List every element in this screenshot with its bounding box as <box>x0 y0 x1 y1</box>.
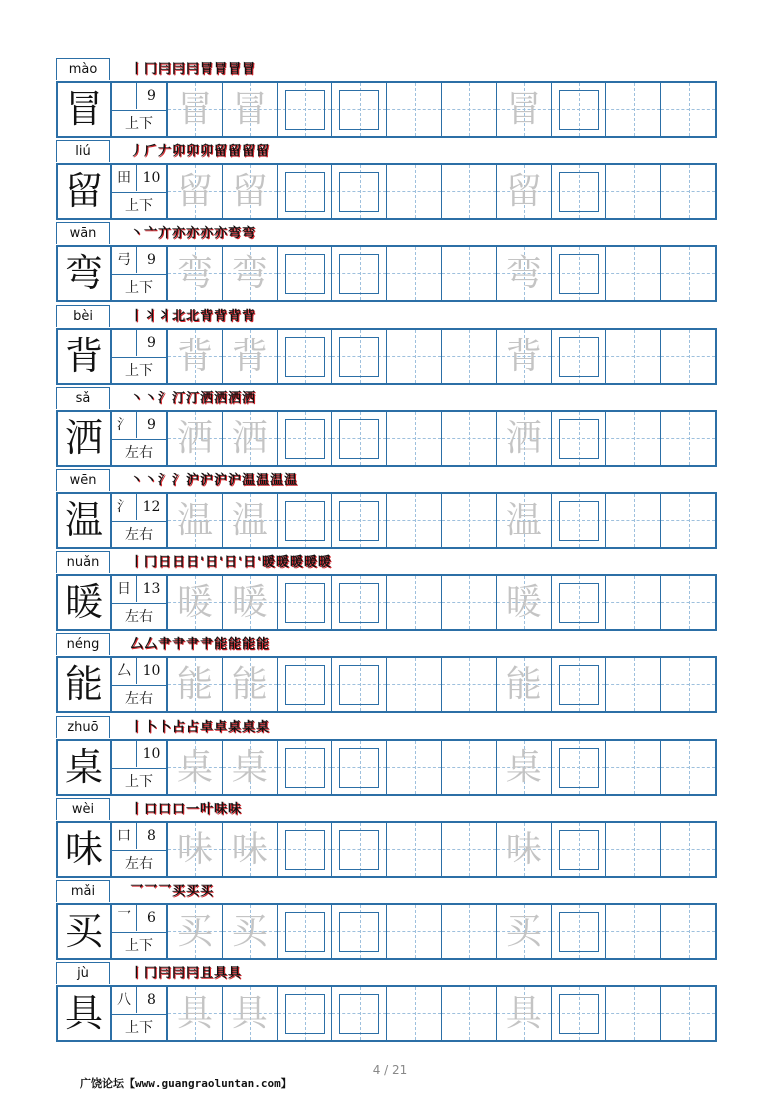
model-character: 冒 <box>64 87 103 131</box>
stroke-order: 丶丶氵氵沪沪沪沪温温温温 <box>130 473 299 488</box>
writing-box[interactable] <box>339 583 379 623</box>
trace-character: 留 <box>505 171 542 213</box>
char-info <box>112 576 166 629</box>
model-character: 温 <box>64 498 103 542</box>
guide-line <box>415 494 416 547</box>
stroke-count: 13 <box>136 576 166 602</box>
pinyin-row <box>56 551 717 574</box>
stroke-order: 丶亠亣亦亦亦亦弯弯 <box>130 226 257 242</box>
cell-divider <box>110 576 112 629</box>
cell-divider <box>110 658 112 711</box>
guide-line <box>689 987 690 1040</box>
cell-divider <box>110 987 112 1040</box>
trace-character: 冒 <box>176 89 213 130</box>
model-character: 能 <box>64 662 103 707</box>
pinyin-label: nuǎn <box>56 551 110 573</box>
writing-box[interactable] <box>285 912 325 952</box>
trace-character: 洒 <box>231 417 268 459</box>
model-character: 留 <box>64 169 103 214</box>
guide-line <box>469 823 470 876</box>
pinyin-row <box>56 58 717 81</box>
cell-divider <box>110 494 112 547</box>
stroke-order: 丶丶氵汀汀洒洒洒洒 <box>130 390 257 406</box>
practice-grid <box>56 81 717 138</box>
structure-label: 左右 <box>112 850 166 876</box>
trace-character: 暖 <box>231 582 268 624</box>
char-info <box>112 905 166 958</box>
trace-character: 能 <box>231 664 268 706</box>
pinyin-label: zhuō <box>56 716 110 738</box>
guide-line <box>634 658 635 711</box>
stroke-count: 9 <box>136 412 166 438</box>
writing-box[interactable] <box>285 419 325 459</box>
char-entry <box>56 140 717 222</box>
guide-line <box>415 412 416 465</box>
guide-line <box>689 83 690 136</box>
practice-grid <box>56 328 717 385</box>
stroke-order: 丨卜卜占占卓卓桌桌桌 <box>130 719 271 735</box>
practice-grid <box>56 821 717 878</box>
writing-box[interactable] <box>339 830 379 870</box>
writing-box[interactable] <box>285 583 325 623</box>
guide-line <box>469 576 470 629</box>
writing-box[interactable] <box>339 172 379 212</box>
guide-line <box>469 165 470 218</box>
guide-line <box>689 905 690 958</box>
writing-box[interactable] <box>285 994 325 1034</box>
trace-character: 桌 <box>231 746 268 788</box>
model-character: 背 <box>64 333 103 378</box>
structure-label: 左右 <box>112 521 166 547</box>
writing-box[interactable] <box>285 748 325 788</box>
trace-character: 味 <box>176 828 213 870</box>
pinyin-row <box>56 962 717 985</box>
trace-character: 买 <box>231 911 268 952</box>
trace-character: 温 <box>505 500 542 541</box>
char-info <box>112 823 166 876</box>
model-character: 暖 <box>64 580 103 625</box>
writing-box[interactable] <box>559 665 599 705</box>
guide-line <box>634 741 635 794</box>
guide-line <box>689 165 690 218</box>
guide-line <box>634 165 635 218</box>
guide-line <box>469 83 470 136</box>
char-info <box>112 658 166 711</box>
structure-label: 左右 <box>112 685 166 711</box>
model-character: 桌 <box>64 744 103 789</box>
cell-divider <box>110 412 112 465</box>
trace-character: 洒 <box>505 417 542 459</box>
char-entry <box>56 469 717 551</box>
char-info <box>112 494 166 547</box>
char-info <box>112 83 166 136</box>
char-entry <box>56 880 717 962</box>
guide-line <box>689 494 690 547</box>
practice-grid <box>56 903 717 960</box>
structure-label: 左右 <box>112 439 166 465</box>
trace-character: 暖 <box>505 582 542 624</box>
pinyin-label: bèi <box>56 305 110 327</box>
guide-line <box>469 987 470 1040</box>
guide-line <box>689 576 690 629</box>
stroke-count: 10 <box>136 741 166 767</box>
model-character: 具 <box>64 991 103 1036</box>
pinyin-label: néng <box>56 633 110 655</box>
stroke-count: 8 <box>136 823 166 849</box>
writing-box[interactable] <box>559 994 599 1034</box>
model-character: 买 <box>64 909 103 953</box>
practice-grid <box>56 245 717 302</box>
practice-grid <box>56 739 717 796</box>
stroke-order: 丨丬丬北北背背背背 <box>130 308 257 324</box>
cell-divider <box>110 247 112 300</box>
radical-label <box>112 83 136 109</box>
practice-grid <box>56 163 717 220</box>
writing-box[interactable] <box>559 912 599 952</box>
stroke-count: 9 <box>136 247 166 273</box>
practice-grid <box>56 985 717 1042</box>
char-entry <box>56 222 717 304</box>
practice-grid <box>56 410 717 467</box>
trace-character: 味 <box>231 828 268 870</box>
char-entry <box>56 798 717 880</box>
structure-label: 上下 <box>112 1014 166 1040</box>
guide-line <box>415 165 416 218</box>
stroke-count: 6 <box>136 905 166 931</box>
writing-box[interactable] <box>339 419 379 459</box>
pinyin-label: wān <box>56 222 110 244</box>
char-info <box>112 247 166 300</box>
writing-box[interactable] <box>559 748 599 788</box>
guide-line <box>634 576 635 629</box>
trace-character: 弯 <box>176 253 213 295</box>
cell-divider <box>110 330 112 383</box>
cell-divider <box>110 823 112 876</box>
guide-line <box>634 987 635 1040</box>
pinyin-label: wēn <box>56 469 110 491</box>
stroke-order: 丨冂日日日'日'日'日'暖暖暖暖暖 <box>130 555 332 571</box>
guide-line <box>689 247 690 300</box>
writing-box[interactable] <box>285 830 325 870</box>
cell-divider <box>110 83 112 136</box>
pinyin-label: liú <box>56 140 110 162</box>
guide-line <box>689 741 690 794</box>
guide-line <box>634 823 635 876</box>
pinyin-row <box>56 469 717 492</box>
trace-character: 买 <box>176 911 213 952</box>
trace-character: 温 <box>176 500 213 541</box>
guide-line <box>415 905 416 958</box>
structure-label: 上下 <box>112 932 166 958</box>
radical-label: 田 <box>117 170 131 187</box>
pinyin-label: wèi <box>56 798 110 820</box>
stroke-count: 9 <box>136 330 166 356</box>
structure-label: 上下 <box>112 192 166 218</box>
guide-line <box>415 823 416 876</box>
char-entry <box>56 962 717 1044</box>
char-entry <box>56 551 717 633</box>
radical-label: 日 <box>117 581 131 598</box>
writing-box[interactable] <box>339 90 379 130</box>
stroke-count: 10 <box>136 165 166 191</box>
cell-divider <box>110 165 112 218</box>
stroke-order: 乛乛乛买买买 <box>130 884 215 899</box>
char-entry <box>56 716 717 798</box>
writing-box[interactable] <box>559 419 599 459</box>
guide-line <box>634 412 635 465</box>
guide-line <box>415 987 416 1040</box>
writing-box[interactable] <box>559 501 599 541</box>
stroke-count: 8 <box>136 987 166 1013</box>
structure-label: 上下 <box>112 274 166 300</box>
guide-line <box>634 83 635 136</box>
trace-character: 留 <box>231 171 268 213</box>
guide-line <box>469 330 470 383</box>
radical-label: 口 <box>117 827 131 844</box>
trace-character: 桌 <box>176 746 213 788</box>
structure-label: 左右 <box>112 603 166 629</box>
guide-line <box>634 494 635 547</box>
structure-label: 上下 <box>112 357 166 383</box>
trace-character: 具 <box>505 993 542 1035</box>
trace-character: 能 <box>505 664 542 706</box>
structure-label: 上下 <box>112 768 166 794</box>
guide-line <box>415 83 416 136</box>
stroke-count: 12 <box>136 494 166 520</box>
writing-box[interactable] <box>285 254 325 294</box>
practice-grid <box>56 656 717 713</box>
trace-character: 桌 <box>505 746 542 788</box>
guide-line <box>689 658 690 711</box>
trace-character: 具 <box>176 993 213 1035</box>
pinyin-label: mào <box>56 58 110 80</box>
pinyin-row <box>56 140 717 163</box>
page-number: 4 / 21 <box>372 1063 408 1077</box>
guide-line <box>469 494 470 547</box>
writing-box[interactable] <box>559 172 599 212</box>
trace-character: 弯 <box>231 253 268 295</box>
stroke-order: 丨口口口一叶味味 <box>130 801 243 817</box>
guide-line <box>634 330 635 383</box>
pinyin-row <box>56 222 717 245</box>
stroke-order: 丿𠂆𠂇卯卯卯留留留留 <box>130 144 271 160</box>
trace-character: 背 <box>176 335 213 377</box>
stroke-count: 10 <box>136 658 166 684</box>
trace-character: 背 <box>505 335 542 377</box>
char-info <box>112 987 166 1040</box>
pinyin-label: sǎ <box>56 387 110 409</box>
guide-line <box>469 741 470 794</box>
char-info <box>112 412 166 465</box>
writing-box[interactable] <box>285 665 325 705</box>
radical-label <box>112 741 136 767</box>
trace-character: 暖 <box>176 582 213 624</box>
guide-line <box>469 412 470 465</box>
guide-line <box>634 905 635 958</box>
radical-label: 弓 <box>117 252 131 269</box>
model-character: 弯 <box>64 251 103 296</box>
guide-line <box>415 576 416 629</box>
practice-grid <box>56 574 717 631</box>
guide-line <box>469 905 470 958</box>
pinyin-row <box>56 798 717 821</box>
char-entry <box>56 387 717 469</box>
cell-divider <box>110 741 112 794</box>
char-info <box>112 330 166 383</box>
radical-label <box>112 330 136 356</box>
radical-label: 乛 <box>117 910 131 926</box>
char-info <box>112 741 166 794</box>
guide-line <box>689 823 690 876</box>
pinyin-row <box>56 633 717 656</box>
writing-box[interactable] <box>285 337 325 377</box>
radical-label: 氵 <box>117 499 131 515</box>
pinyin-label: mǎi <box>56 880 110 902</box>
trace-character: 味 <box>505 828 542 870</box>
stroke-order: 丨冂冃冃冃且具具 <box>130 966 243 982</box>
guide-line <box>689 412 690 465</box>
model-character: 洒 <box>64 415 103 460</box>
pinyin-label: jù <box>56 962 110 984</box>
writing-box[interactable] <box>559 254 599 294</box>
writing-box[interactable] <box>339 994 379 1034</box>
pinyin-row <box>56 880 717 903</box>
guide-line <box>469 658 470 711</box>
writing-box[interactable] <box>285 90 325 130</box>
writing-box[interactable] <box>559 90 599 130</box>
stroke-order: 厶厶肀肀肀肀能能能能 <box>130 637 271 653</box>
radical-label: 八 <box>117 992 131 1009</box>
writing-box[interactable] <box>339 748 379 788</box>
char-entry <box>56 58 717 140</box>
radical-label: 氵 <box>117 416 131 433</box>
trace-character: 温 <box>231 500 268 541</box>
trace-character: 能 <box>176 664 213 706</box>
writing-box[interactable] <box>285 172 325 212</box>
model-character: 味 <box>64 826 103 871</box>
writing-box[interactable] <box>339 912 379 952</box>
char-info <box>112 165 166 218</box>
trace-character: 背 <box>231 335 268 377</box>
guide-line <box>415 658 416 711</box>
trace-character: 留 <box>176 171 213 213</box>
trace-character: 洒 <box>176 417 213 459</box>
guide-line <box>689 330 690 383</box>
trace-character: 冒 <box>505 89 542 130</box>
pinyin-row <box>56 716 717 739</box>
pinyin-row <box>56 305 717 328</box>
guide-line <box>469 247 470 300</box>
writing-box[interactable] <box>559 337 599 377</box>
char-entry <box>56 305 717 387</box>
writing-box[interactable] <box>339 337 379 377</box>
pinyin-row <box>56 387 717 410</box>
writing-box[interactable] <box>559 583 599 623</box>
char-entry <box>56 633 717 715</box>
footer-site-link[interactable]: 广饶论坛【www.guangraoluntan.com】 <box>80 1077 292 1090</box>
guide-line <box>634 247 635 300</box>
writing-box[interactable] <box>339 501 379 541</box>
stroke-order: 丨冂冃冃冃冐冐冒冒 <box>130 62 257 77</box>
cell-divider <box>110 905 112 958</box>
guide-line <box>415 741 416 794</box>
trace-character: 冒 <box>231 89 268 130</box>
writing-box[interactable] <box>339 665 379 705</box>
structure-label: 上下 <box>112 110 166 136</box>
practice-grid <box>56 492 717 549</box>
writing-box[interactable] <box>285 501 325 541</box>
guide-line <box>415 330 416 383</box>
radical-label: 厶 <box>117 663 131 680</box>
writing-box[interactable] <box>339 254 379 294</box>
trace-character: 弯 <box>505 253 542 295</box>
writing-box[interactable] <box>559 830 599 870</box>
stroke-count: 9 <box>136 83 166 109</box>
trace-character: 具 <box>231 993 268 1035</box>
trace-character: 买 <box>505 911 542 952</box>
guide-line <box>415 247 416 300</box>
